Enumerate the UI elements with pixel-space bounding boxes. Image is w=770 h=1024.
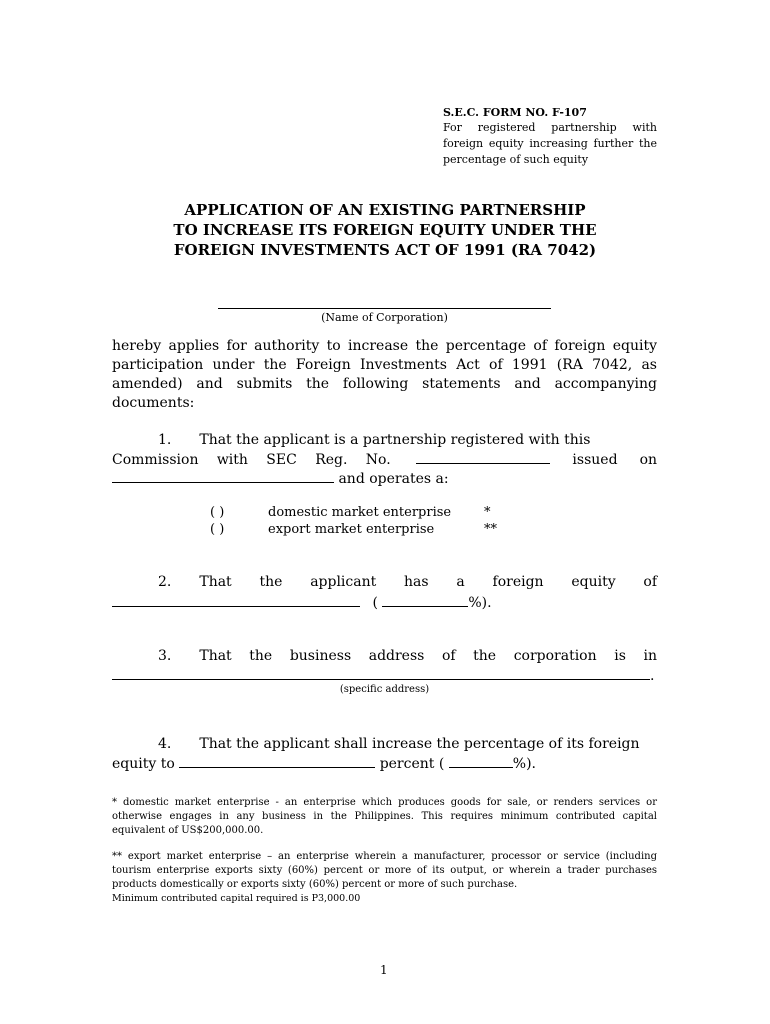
word: the: [249, 648, 273, 664]
paren: %).: [468, 595, 492, 611]
paren: (: [372, 595, 378, 611]
word: That: [199, 648, 232, 664]
name-of-corporation-label: (Name of Corporation): [321, 311, 448, 324]
business-address-field[interactable]: [112, 666, 650, 680]
word: equity: [571, 574, 616, 590]
intro-line: amended) and submits the following statements and accompanying: [112, 376, 657, 392]
word: on: [639, 452, 658, 468]
option-mark: **: [484, 522, 497, 537]
word: the: [473, 648, 497, 664]
option-label: export market enterprise: [268, 522, 435, 537]
item-1-line-b: [112, 450, 657, 470]
word: business: [289, 648, 352, 664]
current-foreign-equity-field[interactable]: [112, 593, 360, 607]
word: corporation: [513, 648, 597, 664]
word: applicant: [310, 574, 377, 590]
footnote-domestic: * domestic market enterprise - an enterprise which produces goods for sale, or renders services or otherwise engages in any business in the Philippines. This requires minimum contributed capital equivalent of US$200,000.00.: [112, 797, 657, 836]
period: .: [650, 668, 655, 684]
option-domestic[interactable]: [210, 505, 491, 520]
item-number: 1.: [158, 432, 172, 448]
item-3-line-a: [158, 647, 657, 666]
item-1-operates-text: and operates a:: [338, 471, 449, 487]
new-foreign-equity-field[interactable]: [179, 754, 375, 768]
word: foreign: [492, 574, 544, 590]
option-label: domestic market enterprise: [268, 505, 452, 520]
item-number: 4.: [158, 736, 172, 752]
footnote-export: ** export market enterprise – an enterprise wherein a manufacturer, processor or service (including tourism enterprise exports sixty (60%) percent or more of its output, or wherein a trader purchases products domestically or exports sixty (60%) percent or more of such purchase.: [112, 851, 657, 890]
word: the: [259, 574, 283, 590]
intro-line: documents:: [112, 395, 195, 411]
specific-address-label: (specific address): [339, 684, 430, 695]
word: address: [368, 648, 425, 664]
form-number: S.E.C. FORM NO. F-107: [443, 106, 587, 119]
title-line-1: APPLICATION OF AN EXISTING PARTNERSHIP: [184, 201, 586, 219]
issued-on-date-field[interactable]: [112, 469, 334, 483]
new-foreign-equity-percent-field[interactable]: [449, 754, 513, 768]
option-mark: *: [484, 505, 491, 520]
item-2-line-a: [158, 573, 657, 592]
item-4-text: %).: [512, 756, 536, 772]
item-1-line-a: [158, 431, 590, 450]
item-number: 3.: [158, 648, 172, 664]
item-4-line-b: [112, 754, 536, 774]
intro-line: participation under the Foreign Investments Act of 1991 (RA 7042, as: [112, 357, 657, 373]
word: Reg.: [315, 452, 348, 468]
word: Commission: [112, 452, 199, 468]
document-title: [110, 200, 660, 260]
item-3-line-b: [112, 666, 654, 686]
intro-line: hereby applies for authority to increase the percentage of foreign equity: [112, 338, 657, 354]
item-4-text: percent (: [379, 756, 445, 772]
word: is: [614, 648, 626, 664]
word: of: [441, 648, 456, 664]
sec-reg-no-field[interactable]: [416, 450, 550, 464]
item-1-text: That the applicant is a partnership registered with this: [199, 432, 591, 448]
word: No.: [365, 452, 391, 468]
item-4-text: That the applicant shall increase the percentage of its foreign: [199, 736, 640, 752]
item-1-line-c: [112, 469, 449, 489]
item-number: 2.: [158, 574, 172, 590]
checkbox-export[interactable]: ( ): [210, 522, 225, 537]
word: with: [216, 452, 248, 468]
word: has: [404, 574, 429, 590]
word: SEC: [266, 452, 297, 468]
word: issued: [572, 452, 618, 468]
intro-paragraph: [112, 337, 657, 413]
word: a: [456, 574, 465, 590]
option-export[interactable]: [210, 522, 497, 537]
footnote-minimum-capital: Minimum contributed capital required is P3,000.00: [112, 893, 361, 904]
word: in: [643, 648, 657, 664]
checkbox-domestic[interactable]: ( ): [210, 505, 225, 520]
title-line-2: TO INCREASE ITS FOREIGN EQUITY UNDER THE: [173, 221, 597, 239]
item-4-line-a: [158, 735, 640, 754]
name-of-corporation-field[interactable]: [218, 308, 551, 309]
form-description: For registered partnership with foreign equity increasing further the percentage of such equity: [443, 121, 657, 166]
word: of: [643, 574, 658, 590]
word: That: [199, 574, 232, 590]
item-4-text: equity to: [112, 756, 175, 772]
title-line-3: FOREIGN INVESTMENTS ACT OF 1991 (RA 7042): [173, 241, 597, 259]
item-2-line-b: [112, 593, 492, 613]
current-foreign-equity-percent-field[interactable]: [382, 593, 468, 607]
page-number: 1: [380, 963, 388, 977]
